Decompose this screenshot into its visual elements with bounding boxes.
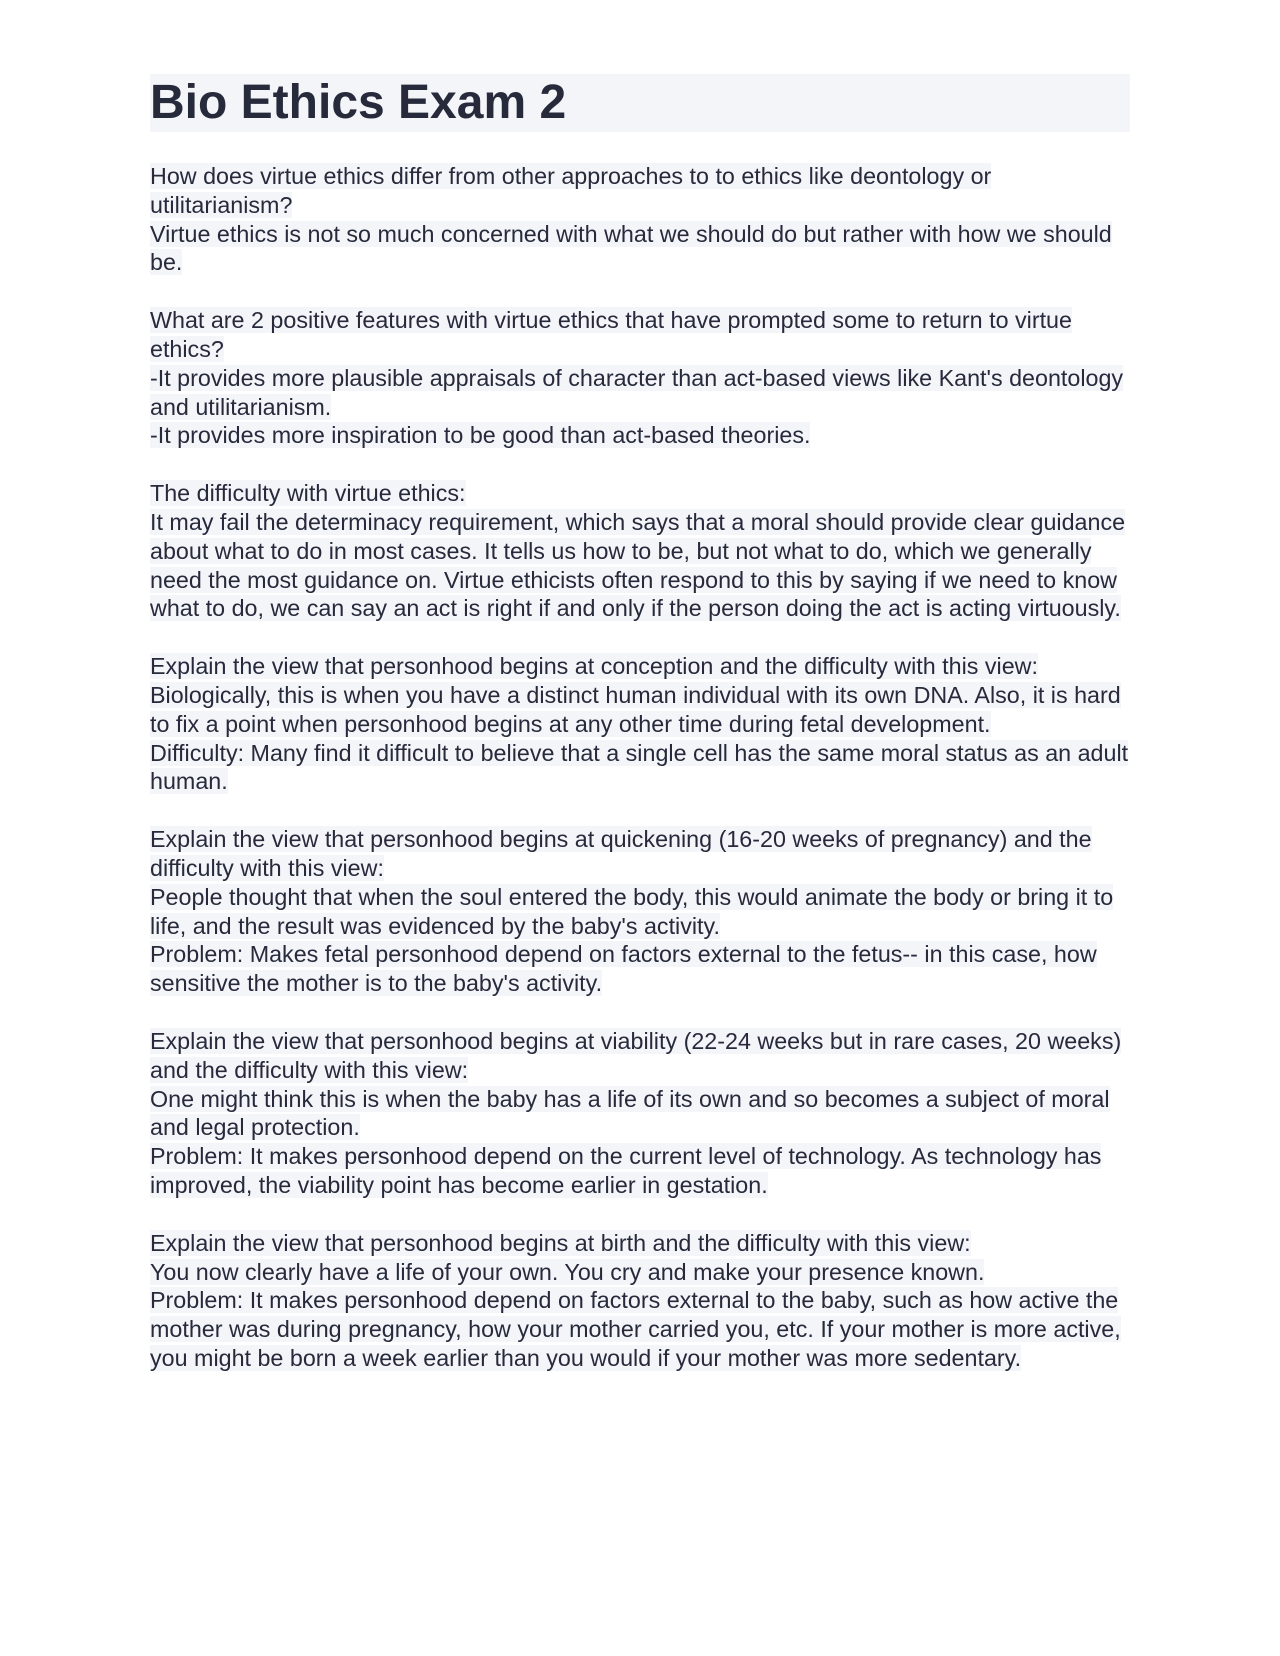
text-line: One might think this is when the baby has a life of its own and so becomes a subject of moral and legal protection. [150,1085,1110,1141]
question-text [150,306,1130,364]
answer-text [150,1286,1130,1372]
answer-text [150,220,1130,278]
section-positive-features [150,306,1130,450]
answer-text [150,940,1130,998]
answer-text [150,1085,1130,1143]
text-line: It may fail the determinacy requirement, which says that a moral should provide clear guidance about what to do in most cases. It tells us how to be, but not what to do, which we generally need the most guidance on. Virtue ethicists often respond to this by saying if we need to know what to do, we can say an act is right if and only if the person doing the act is acting virtuously. [150,508,1126,622]
text-line: Explain the view that personhood begins at viability (22-24 weeks but in rare cases, 20 weeks) and the difficulty with this view: [150,1027,1122,1083]
text-line: People thought that when the soul entered the body, this would animate the body or bring it to life, and the result was evidenced by the baby's activity. [150,883,1114,939]
text-line: -It provides more plausible appraisals of character than act-based views like Kant's deontology and utilitarianism. [150,364,1124,420]
answer-text [150,364,1130,422]
section-viability [150,1027,1130,1200]
document-title: Bio Ethics Exam 2 [150,76,567,129]
question-text [150,825,1130,883]
question-text [150,479,1130,508]
text-line: You now clearly have a life of your own. You cry and make your presence known. [150,1258,985,1285]
question-text [150,1027,1130,1085]
section-virtue-ethics-difference [150,162,1130,277]
question-text [150,652,1130,681]
answer-text [150,421,1130,450]
section-birth [150,1229,1130,1373]
answer-text [150,681,1130,739]
document-page [150,74,1130,1402]
text-line: Difficulty: Many find it difficult to believe that a single cell has the same moral status as an adult human. [150,739,1129,795]
text-line: -It provides more inspiration to be good than act-based theories. [150,422,811,449]
text-line: Biologically, this is when you have a distinct human individual with its own DNA. Also, it is hard to fix a point when personhood begins at any other time during fetal development. [150,681,1121,737]
text-line: Explain the view that personhood begins at conception and the difficulty with this view: [150,653,1038,680]
text-line: The difficulty with virtue ethics: [150,480,466,507]
section-difficulty-virtue-ethics [150,479,1130,623]
answer-text [150,739,1130,797]
question-text [150,162,1130,220]
question-text [150,1229,1130,1258]
answer-text [150,508,1130,623]
text-line: How does virtue ethics differ from other approaches to to ethics like deontology or utilitarianism? [150,163,992,218]
text-line: Problem: It makes personhood depend on the current level of technology. As technology has improved, the viability point has become earlier in gestation. [150,1143,1102,1198]
text-line: Problem: Makes fetal personhood depend on factors external to the fetus-- in this case, how sensitive the mother is to the baby's activity. [150,941,1097,997]
section-quickening [150,825,1130,998]
answer-text [150,883,1130,941]
answer-text [150,1142,1130,1200]
text-line: Explain the view that personhood begins at birth and the difficulty with this view: [150,1229,971,1256]
text-line: Explain the view that personhood begins at quickening (16-20 weeks of pregnancy) and the difficulty with this view: [150,826,1092,881]
answer-text [150,1258,1130,1287]
title-block [150,74,1130,132]
text-line: Problem: It makes personhood depend on factors external to the baby, such as how active the mother was during pregnancy, how your mother carried you, etc. If your mother is more active, you might be born a week earlier than you would if your mother was more sedentary. [150,1287,1121,1371]
section-conception [150,652,1130,796]
text-line: What are 2 positive features with virtue ethics that have prompted some to return to virtue ethics? [150,307,1072,362]
text-line: Virtue ethics is not so much concerned with what we should do but rather with how we should be. [150,220,1112,276]
